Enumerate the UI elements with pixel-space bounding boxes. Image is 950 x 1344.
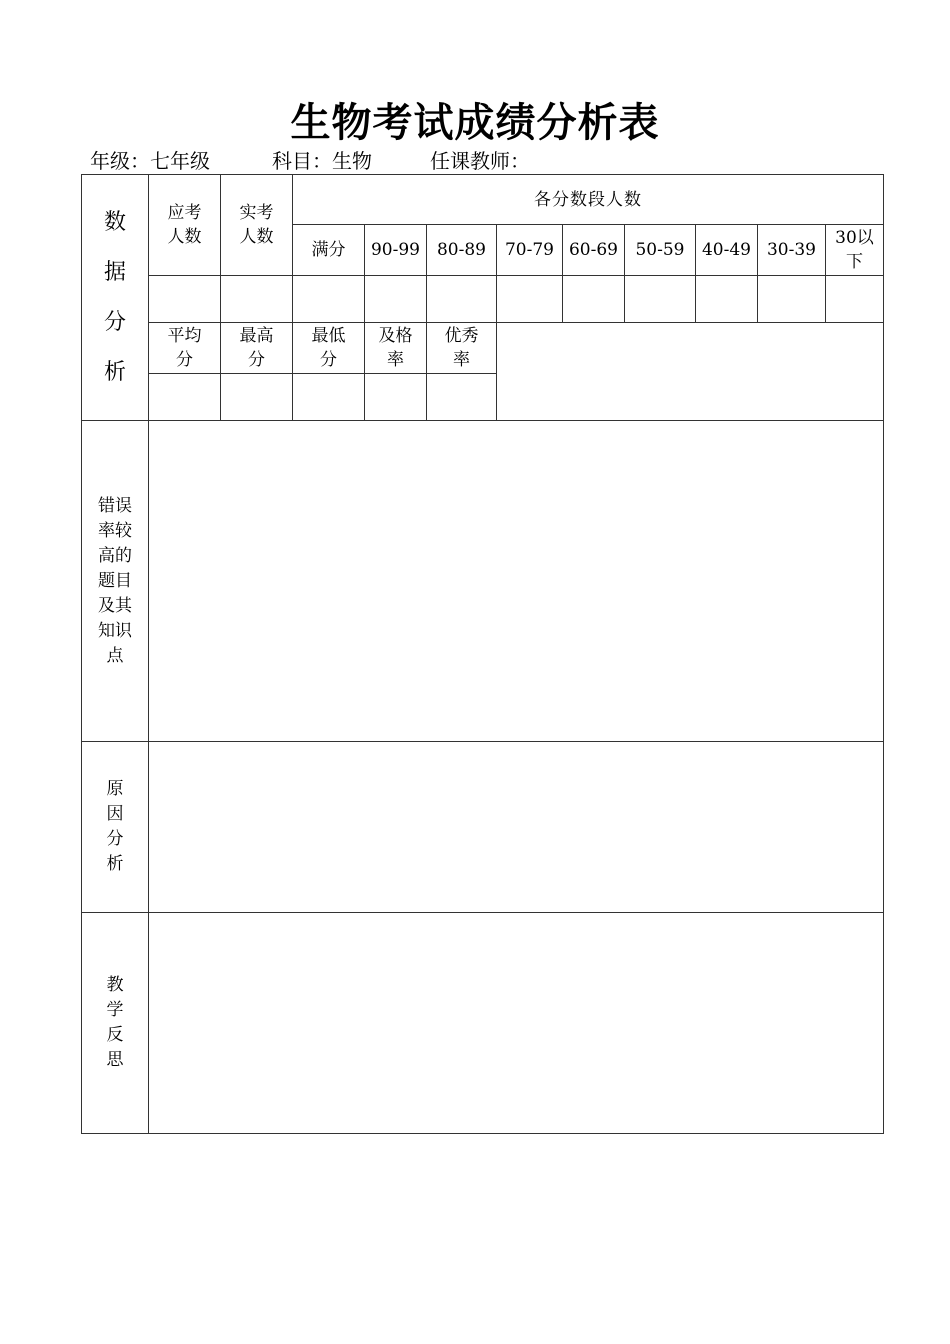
error-items-area[interactable]: [149, 421, 884, 742]
pass-rate-cell[interactable]: [365, 374, 427, 421]
band-below-30: 30以下: [826, 225, 884, 276]
lowest-score-cell[interactable]: [293, 374, 365, 421]
band-below-30-cell[interactable]: [826, 276, 884, 323]
average-score-cell[interactable]: [149, 374, 221, 421]
expected-count-header: 应考人数: [149, 175, 221, 276]
teaching-reflection-area[interactable]: [149, 913, 884, 1134]
highest-score-cell[interactable]: [221, 374, 293, 421]
analysis-table: [81, 174, 884, 1134]
page-title: 生物考试成绩分析表: [290, 100, 660, 146]
highest-score-header: 最高分: [221, 323, 293, 374]
actual-count-header: 实考人数: [221, 175, 293, 276]
band-70-79: 70-79: [497, 225, 563, 276]
band-40-49-cell[interactable]: [696, 276, 758, 323]
pass-rate-header: 及格率: [365, 323, 427, 374]
error-items-label: 错误率较高的题目及其知识点: [82, 421, 149, 742]
band-40-49: 40-49: [696, 225, 758, 276]
band-full: 满分: [293, 225, 365, 276]
band-50-59: 50-59: [625, 225, 696, 276]
band-60-69-cell[interactable]: [563, 276, 625, 323]
band-50-59-cell[interactable]: [625, 276, 696, 323]
band-70-79-cell[interactable]: [497, 276, 563, 323]
data-analysis-label: 数据分析: [82, 175, 149, 421]
band-full-cell[interactable]: [293, 276, 365, 323]
expected-count-cell[interactable]: [149, 276, 221, 323]
band-80-89: 80-89: [427, 225, 497, 276]
reason-analysis-label: 原因分析: [82, 742, 149, 913]
band-60-69: 60-69: [563, 225, 625, 276]
excellent-rate-cell[interactable]: [427, 374, 497, 421]
subject-field[interactable]: 科目：生物: [272, 149, 372, 173]
average-score-header: 平均分: [149, 323, 221, 374]
teacher-field[interactable]: 任课教师：: [430, 149, 530, 173]
band-30-39-cell[interactable]: [758, 276, 826, 323]
reason-analysis-area[interactable]: [149, 742, 884, 913]
band-90-99-cell[interactable]: [365, 276, 427, 323]
band-30-39: 30-39: [758, 225, 826, 276]
teaching-reflection-label: 教学反思: [82, 913, 149, 1134]
score-bands-header: 各分数段人数: [293, 175, 884, 225]
excellent-rate-header: 优秀率: [427, 323, 497, 374]
band-80-89-cell[interactable]: [427, 276, 497, 323]
header-info-line: [90, 148, 544, 175]
stats-blank-area: [497, 323, 884, 421]
actual-count-cell[interactable]: [221, 276, 293, 323]
lowest-score-header: 最低分: [293, 323, 365, 374]
grade-field[interactable]: 年级：七年级: [90, 149, 210, 173]
band-90-99: 90-99: [365, 225, 427, 276]
